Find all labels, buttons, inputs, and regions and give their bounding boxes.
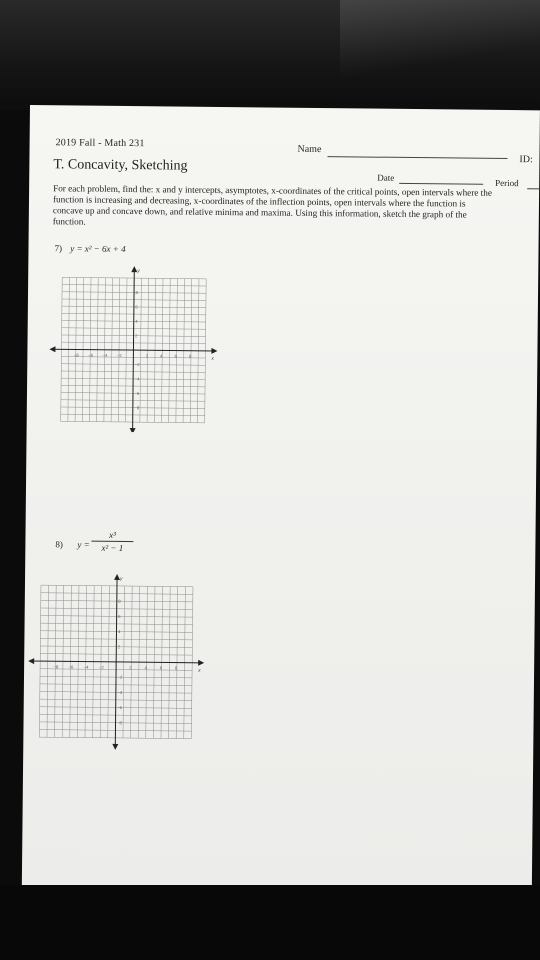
x-tick-label: −6 [68, 664, 74, 670]
x-axis-arrow-right [198, 660, 204, 666]
y-tick-label: 8 [118, 598, 121, 604]
y-axis-label: y [120, 575, 123, 582]
x-tick-label: 4 [144, 665, 147, 671]
x-tick-label: 4 [160, 353, 163, 359]
y-axis-arrow-down [112, 744, 118, 750]
y-tick-label: −4 [134, 376, 140, 382]
x-tick-label: −6 [88, 352, 93, 358]
photo-background-bottom [0, 885, 540, 960]
name-label: Name [297, 143, 322, 156]
x-tick-label: 2 [145, 353, 149, 359]
x-axis-arrow-left [49, 346, 55, 352]
x-tick-label: −4 [102, 352, 108, 358]
y-tick-label: −2 [117, 674, 123, 680]
name-blank-line [327, 156, 507, 159]
problem-7-number: 7) [54, 243, 63, 254]
y-tick-label: 4 [117, 629, 121, 635]
y-tick-label: 4 [135, 318, 138, 324]
period-label: Period [495, 177, 519, 189]
x-axis-arrow-right [211, 348, 217, 354]
problem-8-fraction [91, 530, 133, 553]
period-blank-line [527, 188, 539, 189]
y-tick-label: 6 [118, 613, 121, 619]
y-tick-label: 8 [135, 290, 138, 296]
y-axis-label: y [137, 268, 140, 275]
x-tick-label: −2 [116, 352, 122, 358]
problem-8-denominator: x² − 1 [101, 542, 124, 554]
problem-8-coordinate-grid[interactable] [23, 573, 211, 751]
x-axis-label: x [211, 355, 214, 362]
id-label: ID: [519, 154, 533, 166]
y-tick-label: −6 [134, 390, 140, 396]
x-tick-label: −8 [73, 352, 79, 358]
y-tick-label: −6 [117, 705, 123, 711]
y-tick-label: −4 [117, 689, 123, 695]
x-tick-label: −8 [53, 664, 59, 670]
y-tick-label: 6 [135, 304, 138, 310]
instructions-text: For each problem, find the: x and y intercepts, asymptotes, x-coordinates of the critical points, open intervals where the function is increasing and decreasing, x-coordinates of the inflection points, open intervals where the function is concave up and concave down, and relative minima and maxima. Using this information, sketch the graph of the function. [52, 183, 493, 227]
course-label: 2019 Fall - Math 231 [55, 137, 145, 150]
worksheet-page [22, 105, 540, 900]
x-tick-label: −4 [83, 664, 89, 670]
x-tick-label: 8 [188, 353, 192, 359]
x-axis-label: x [198, 667, 201, 674]
y-tick-label: 2 [135, 333, 138, 339]
x-tick-label: 6 [174, 353, 177, 359]
problem-7-coordinate-grid[interactable] [47, 263, 227, 433]
worksheet-title: T. Concavity, Sketching [53, 157, 188, 174]
x-axis-arrow-left [28, 658, 34, 664]
y-tick-label: −8 [134, 405, 140, 411]
y-tick-label: −8 [117, 720, 122, 726]
x-tick-label: 6 [159, 665, 163, 671]
x-tick-label: 2 [129, 665, 132, 671]
problem-8-lhs: y = [77, 539, 90, 550]
photo-background-top [0, 0, 540, 110]
x-tick-label: 8 [174, 665, 178, 671]
problem-7-equation: y = x² − 6x + 4 [70, 243, 126, 255]
problem-8-numerator: x³ [109, 529, 116, 540]
y-tick-label: 2 [117, 644, 121, 650]
problem-7 [54, 243, 125, 254]
y-tick-label: −2 [134, 362, 140, 368]
date-blank-line [399, 183, 483, 185]
date-label: Date [377, 172, 395, 183]
y-axis-arrow-down [130, 428, 136, 433]
problem-8-number: 8) [55, 539, 63, 550]
x-tick-label: −2 [98, 664, 104, 670]
